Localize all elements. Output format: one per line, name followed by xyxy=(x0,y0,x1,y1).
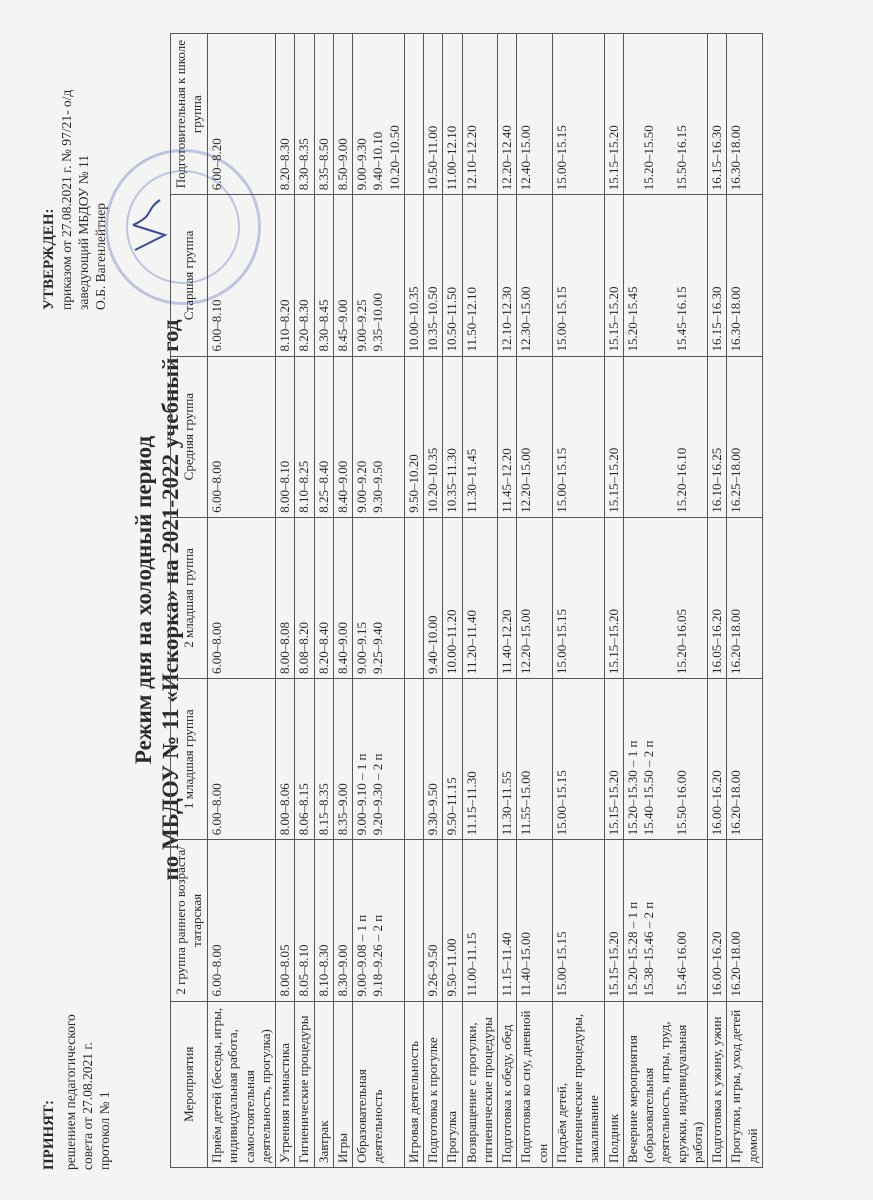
time-cell: 15.20–15.45 15.45–16.15 xyxy=(623,195,707,356)
table-row xyxy=(353,34,405,1168)
table-header-row xyxy=(171,34,208,1168)
table-row xyxy=(404,34,423,1168)
time-cell: 12.20–15.00 xyxy=(517,356,553,517)
time-cell: 9.00–9.10 – 1 п 9.20–9.30 – 2 п xyxy=(353,679,405,840)
approved-line-1: приказом от 27.08.2021 г. № 97/21- о/д xyxy=(58,89,74,310)
activity-cell: Полдник xyxy=(604,1001,623,1167)
time-cell: 8.10–8.20 xyxy=(276,195,295,356)
activity-cell: Образовательная деятельность xyxy=(353,1001,405,1167)
time-cell: 15.00–15.15 xyxy=(552,679,604,840)
table-row xyxy=(443,34,462,1168)
time-cell: 11.00–11.15 xyxy=(462,840,498,1001)
time-cell: 12.10–12.20 xyxy=(462,34,498,195)
time-cell: 8.35–8.50 xyxy=(314,34,333,195)
time-cell: 15.00–15.15 xyxy=(552,517,604,678)
time-cell: 8.00–8.06 xyxy=(276,679,295,840)
time-cell: 15.00–15.15 xyxy=(552,356,604,517)
time-cell: 6.00–8.20 xyxy=(208,34,276,195)
time-cell: 8.25–8.40 xyxy=(314,356,333,517)
activity-cell: Прогулки, игры, уход детей домой xyxy=(727,1001,763,1167)
accepted-line-1: решением педагогического xyxy=(62,1014,78,1170)
time-cell: 9.00–9.08 – 1 п 9.18–9.26 – 2 п xyxy=(353,840,405,1001)
accepted-line-2: совета от 27.08.2021 г. xyxy=(79,1042,95,1170)
time-cell: 15.00–15.15 xyxy=(552,840,604,1001)
table-body xyxy=(208,34,763,1168)
time-cell: 15.00–15.15 xyxy=(552,34,604,195)
header-cell: 2 младшая группа xyxy=(171,517,208,678)
table-row xyxy=(333,34,352,1168)
time-cell: 9.00–9.20 9.30–9.50 xyxy=(353,356,405,517)
time-cell: 15.20–15.30 – 1 п 15.40–15.50 – 2 п 15.50–16.00 xyxy=(623,679,707,840)
time-cell: 11.50–12.10 xyxy=(462,195,498,356)
time-cell: 16.20–18.00 xyxy=(727,517,763,678)
time-cell: 8.20–8.30 xyxy=(295,195,314,356)
table-row xyxy=(424,34,443,1168)
time-cell xyxy=(404,840,423,1001)
time-cell: 9.40–10.00 xyxy=(424,517,443,678)
header-cell: 1 младшая группа xyxy=(171,679,208,840)
time-cell: 8.08–8.20 xyxy=(295,517,314,678)
time-cell: 11.55–15.00 xyxy=(517,679,553,840)
time-cell: 16.05–16.20 xyxy=(708,517,727,678)
time-cell: 16.15–16.30 xyxy=(708,195,727,356)
header-cell: Средняя группа xyxy=(171,356,208,517)
table-row xyxy=(295,34,314,1168)
time-cell: 8.10–8.30 xyxy=(314,840,333,1001)
approved-line-2: заведующий МБДОУ № 11 xyxy=(75,155,91,310)
activity-cell: Возвращение с прогулки, гигиенические процедуры xyxy=(462,1001,498,1167)
time-cell: 15.15–15.20 xyxy=(604,356,623,517)
time-cell: 9.00–9.30 9.40–10.10 10.20–10.50 xyxy=(353,34,405,195)
time-cell: 15.20–16.10 xyxy=(623,356,707,517)
time-cell: 8.20–8.40 xyxy=(314,517,333,678)
approved-label: УТВЕРЖДЕН: xyxy=(41,208,57,310)
time-cell: 11.15–11.30 xyxy=(462,679,498,840)
time-cell: 11.40–12.20 xyxy=(498,517,517,678)
activity-cell: Подъём детей, гигиенические процедуры, закаливание xyxy=(552,1001,604,1167)
time-cell: 10.00–10.35 xyxy=(404,195,423,356)
time-cell: 9.50–11.00 xyxy=(443,840,462,1001)
table-row xyxy=(208,34,276,1168)
time-cell: 16.00–16.20 xyxy=(708,840,727,1001)
time-cell: 16.15–16.30 xyxy=(708,34,727,195)
time-cell: 8.00–8.10 xyxy=(276,356,295,517)
header-cell: Мероприятия xyxy=(171,1001,208,1167)
table-row xyxy=(498,34,517,1168)
time-cell: 12.10–12.30 xyxy=(498,195,517,356)
time-cell: 8.45–9.00 xyxy=(333,195,352,356)
time-cell: 12.20–15.00 xyxy=(517,517,553,678)
time-cell: 8.30–8.35 xyxy=(295,34,314,195)
time-cell xyxy=(404,34,423,195)
activity-cell: Утренняя гимнастика xyxy=(276,1001,295,1167)
header-cell: Старшая группа xyxy=(171,195,208,356)
time-cell: 11.40–15.00 xyxy=(517,840,553,1001)
time-cell: 8.15–8.35 xyxy=(314,679,333,840)
time-cell: 6.00–8.00 xyxy=(208,356,276,517)
approved-block xyxy=(40,10,109,310)
approved-line-3: О.Б. Вагенлейтнер xyxy=(92,202,108,310)
activity-cell: Подготовка к обеду, обед xyxy=(498,1001,517,1167)
schedule-table xyxy=(170,33,763,1168)
activity-cell: Гигиенические процедуры xyxy=(295,1001,314,1167)
table-row xyxy=(604,34,623,1168)
time-cell: 15.15–15.20 xyxy=(604,34,623,195)
time-cell: 11.15–11.40 xyxy=(498,840,517,1001)
time-cell: 16.25–18.00 xyxy=(727,356,763,517)
signature-mark xyxy=(125,195,175,255)
time-cell: 12.20–12.40 xyxy=(498,34,517,195)
activity-cell: Игровая деятельность xyxy=(404,1001,423,1167)
header-cell: 2 группа раннего возраста/татарская xyxy=(171,840,208,1001)
time-cell: 15.15–15.20 xyxy=(604,840,623,1001)
time-cell: 8.50–9.00 xyxy=(333,34,352,195)
activity-cell: Игры xyxy=(333,1001,352,1167)
time-cell: 8.00–8.05 xyxy=(276,840,295,1001)
title-line-2: по МБДОУ № 11 «Искорка» на 2021-2022 учебный год xyxy=(158,319,184,881)
time-cell: 11.20–11.40 xyxy=(462,517,498,678)
time-cell: 16.10–16.25 xyxy=(708,356,727,517)
time-cell xyxy=(404,679,423,840)
time-cell: 10.50–11.00 xyxy=(424,34,443,195)
activity-cell: Подготовка ко сну, дневной сон xyxy=(517,1001,553,1167)
accepted-label: ПРИНЯТ: xyxy=(41,1100,57,1170)
time-cell: 9.30–9.50 xyxy=(424,679,443,840)
time-cell: 16.30–18.00 xyxy=(727,34,763,195)
table-row xyxy=(314,34,333,1168)
table-row xyxy=(552,34,604,1168)
time-cell: 8.40–9.00 xyxy=(333,517,352,678)
time-cell: 6.00–8.00 xyxy=(208,679,276,840)
time-cell: 8.06–8.15 xyxy=(295,679,314,840)
time-cell: 8.30–8.45 xyxy=(314,195,333,356)
activity-cell: Подготовка к прогулке xyxy=(424,1001,443,1167)
time-cell: 15.20–15.50 15.50–16.15 xyxy=(623,34,707,195)
time-cell: 10.35–11.30 xyxy=(443,356,462,517)
activity-cell: Подготовка к ужину, ужин xyxy=(708,1001,727,1167)
title-line-1: Режим дня на холодный период xyxy=(131,435,156,765)
time-cell: 16.30–18.00 xyxy=(727,195,763,356)
time-cell: 9.26–9.50 xyxy=(424,840,443,1001)
table-row xyxy=(517,34,553,1168)
time-cell: 15.20–15.28 – 1 п 15.38–15.46 – 2 п 15.46–16.00 xyxy=(623,840,707,1001)
activity-cell: Вечерние мероприятия (образовательная деятельность, игры, труд, кружки, индивидуальная работа) xyxy=(623,1001,707,1167)
time-cell: 6.00–8.10 xyxy=(208,195,276,356)
header-cell: Подготовительная к школе группа xyxy=(171,34,208,195)
time-cell: 15.15–15.20 xyxy=(604,195,623,356)
time-cell: 10.20–10.35 xyxy=(424,356,443,517)
time-cell: 11.45–12.20 xyxy=(498,356,517,517)
table-row xyxy=(708,34,727,1168)
time-cell: 8.10–8.25 xyxy=(295,356,314,517)
accepted-line-3: протокол № 1 xyxy=(96,1091,112,1170)
time-cell: 12.40–15.00 xyxy=(517,34,553,195)
time-cell: 10.50–11.50 xyxy=(443,195,462,356)
time-cell: 11.00–12.10 xyxy=(443,34,462,195)
time-cell xyxy=(404,517,423,678)
time-cell: 8.00–8.08 xyxy=(276,517,295,678)
time-cell: 15.15–15.20 xyxy=(604,679,623,840)
time-cell: 9.00–9.25 9.35–10.00 xyxy=(353,195,405,356)
table-row xyxy=(727,34,763,1168)
time-cell: 8.40–9.00 xyxy=(333,356,352,517)
time-cell: 11.30–11.45 xyxy=(462,356,498,517)
time-cell: 15.15–15.20 xyxy=(604,517,623,678)
time-cell: 15.20–16.05 xyxy=(623,517,707,678)
time-cell: 16.00–16.20 xyxy=(708,679,727,840)
time-cell: 9.50–11.15 xyxy=(443,679,462,840)
time-cell: 8.30–9.00 xyxy=(333,840,352,1001)
time-cell: 10.35–10.50 xyxy=(424,195,443,356)
activity-cell: Завтрак xyxy=(314,1001,333,1167)
time-cell: 6.00–8.00 xyxy=(208,840,276,1001)
table-row xyxy=(623,34,707,1168)
time-cell: 12.30–15.00 xyxy=(517,195,553,356)
time-cell: 6.00–8.00 xyxy=(208,517,276,678)
time-cell: 11.30–11.55 xyxy=(498,679,517,840)
time-cell: 10.00–11.20 xyxy=(443,517,462,678)
activity-cell: Приём детей (беседы, игры, индивидуальная работа, самостоятельная деятельность, прогулка) xyxy=(208,1001,276,1167)
time-cell: 16.20–18.00 xyxy=(727,679,763,840)
table-row xyxy=(462,34,498,1168)
time-cell: 9.00–9.15 9.25–9.40 xyxy=(353,517,405,678)
accepted-block xyxy=(40,870,113,1170)
time-cell: 9.50–10.20 xyxy=(404,356,423,517)
time-cell: 15.00–15.15 xyxy=(552,195,604,356)
time-cell: 8.20–8.30 xyxy=(276,34,295,195)
activity-cell: Прогулка xyxy=(443,1001,462,1167)
table-row xyxy=(276,34,295,1168)
time-cell: 8.05–8.10 xyxy=(295,840,314,1001)
time-cell: 8.35–9.00 xyxy=(333,679,352,840)
time-cell: 16.20–18.00 xyxy=(727,840,763,1001)
